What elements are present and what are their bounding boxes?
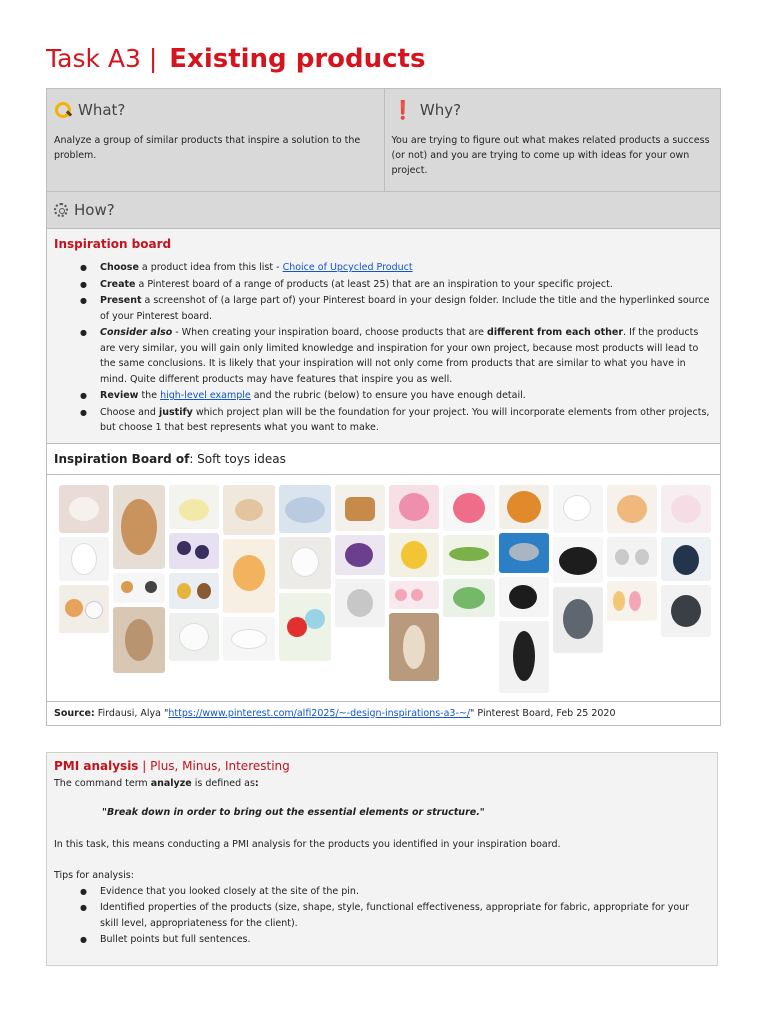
pmi-title: PMI analysis <box>54 759 139 773</box>
pin-thumb <box>499 621 549 693</box>
source-label: Source: <box>54 707 95 719</box>
pin-thumb <box>389 581 439 609</box>
gear-icon <box>54 203 68 217</box>
task-table <box>46 88 721 726</box>
pmi-subtitle: | Plus, Minus, Interesting <box>138 759 290 773</box>
what-cell <box>47 89 384 191</box>
pin-thumb <box>661 585 711 637</box>
pin-thumb <box>443 485 495 531</box>
upcycled-product-link[interactable]: Choice of Upcycled Product <box>282 262 413 273</box>
pin-thumb <box>607 537 657 577</box>
pinterest-board-image <box>47 475 720 701</box>
pin-thumb <box>335 579 385 627</box>
pin-thumb <box>443 535 495 575</box>
pin-thumb <box>661 537 711 581</box>
pin-thumb <box>443 579 495 617</box>
list-item: ● Evidence that you looked closely at the site of the pin. <box>80 884 710 900</box>
pin-thumb <box>223 539 275 613</box>
exclamation-icon: ❗ <box>391 99 414 121</box>
inspiration-cell <box>47 229 720 443</box>
list-item: ● Present a screenshot of (a large part of) your Pinterest board in your design folder. Include the title and the hyperlinked source of your Pinterest board. <box>80 293 713 324</box>
source-row <box>47 702 720 725</box>
pmi-heading <box>54 759 710 775</box>
how-row <box>47 192 720 229</box>
pin-thumb <box>169 573 219 609</box>
pin-thumb <box>499 485 549 529</box>
board-title-value: : Soft toys ideas <box>189 451 286 466</box>
pin-thumb <box>169 485 219 529</box>
list-item: ● Bullet points but full sentences. <box>80 932 710 948</box>
pin-thumb <box>169 533 219 569</box>
pin-thumb <box>553 537 603 583</box>
list-item: ● Review the high-level example and the rubric (below) to ensure you have enough detail. <box>80 388 713 404</box>
board-image-row <box>47 475 720 702</box>
source-line: Source: Firdausi, Alya "https://www.pinterest.com/alfi2025/~-design-inspirations-a3-~/" Pinterest Board, Feb 25 2020 <box>54 707 616 719</box>
list-item: ● Create a Pinterest board of a range of products (at least 25) that are an inspiration to your specific project. <box>80 277 713 293</box>
pin-thumb <box>661 485 711 533</box>
pin-thumb <box>499 533 549 573</box>
pin-thumb <box>223 617 275 661</box>
pin-thumb <box>59 485 109 533</box>
why-cell <box>384 89 721 191</box>
inspiration-list <box>54 260 713 436</box>
pin-thumb <box>607 581 657 621</box>
task-title: Existing products <box>169 44 426 74</box>
pin-thumb <box>607 485 657 533</box>
pin-thumb <box>389 613 439 681</box>
pin-thumb <box>113 573 165 603</box>
board-title-label: Inspiration Board of <box>54 451 190 466</box>
what-text: Analyze a group of similar products that inspire a solution to the problem. <box>54 135 361 161</box>
pin-thumb <box>59 537 109 581</box>
what-heading <box>54 95 377 125</box>
pin-thumb <box>389 533 439 577</box>
pinterest-board-link[interactable]: https://www.pinterest.com/alfi2025/~-design-inspirations-a3-~/ <box>168 707 471 719</box>
task-label: Task A3 | <box>46 44 158 73</box>
pmi-section <box>46 752 718 966</box>
pin-thumb <box>553 587 603 653</box>
how-heading-label: How? <box>74 200 115 219</box>
tips-label: Tips for analysis: <box>54 870 134 881</box>
list-item: ● Identified properties of the products (size, shape, style, functional effectiveness, appropriate for fabric, appropriate for your skill level, appropriateness for the client). <box>80 900 710 931</box>
pin-thumb <box>169 613 219 661</box>
inspiration-row <box>47 229 720 444</box>
pin-thumb <box>279 593 331 661</box>
pin-thumb <box>279 537 331 589</box>
page-title <box>46 44 425 84</box>
pin-thumb <box>335 535 385 575</box>
list-item: ● Consider also - When creating your inspiration board, choose products that are different from each other. If the products are very similar, you will gain only limited knowledge and inspiration for your own project, because most products will lead to the same conclusions. It is likely that your inspiration will not only come from products that are similar to what you have in mind. Quite different products may have features that inspire you as well. <box>80 325 713 387</box>
what-why-row <box>47 89 720 192</box>
what-heading-label: What? <box>78 100 126 119</box>
board-title <box>47 444 720 474</box>
pin-thumb <box>279 485 331 533</box>
command-term-line: The command term analyze is defined as: <box>54 777 259 789</box>
pin-thumb <box>499 577 549 617</box>
pin-thumb <box>335 485 385 531</box>
magnifier-icon <box>54 101 72 119</box>
how-cell <box>47 192 720 228</box>
tips-list <box>54 884 710 948</box>
pin-thumb <box>113 607 165 673</box>
high-level-example-link[interactable]: high-level example <box>160 390 251 401</box>
list-item: ● Choose and justify which project plan will be the foundation for your project. You will incorporate elements from other projects, but choose 1 that best represents what you want to make. <box>80 405 713 436</box>
pin-thumb <box>389 485 439 529</box>
definition-quote: "Break down in order to bring out the essential elements or structure." <box>102 807 485 818</box>
task-explanation: In this task, this means conducting a PMI analysis for the products you identified in your inspiration board. <box>54 838 561 850</box>
pin-thumb <box>113 485 165 569</box>
board-title-row <box>47 444 720 475</box>
pin-thumb <box>59 585 109 633</box>
inspiration-title: Inspiration board <box>54 237 172 251</box>
pin-thumb <box>553 485 603 533</box>
why-text: You are trying to figure out what makes related products a success (or not) and you are trying to come up with ideas for your own project. <box>391 135 710 176</box>
list-item: ● Choose a product idea from this list - Choice of Upcycled Product <box>80 260 713 276</box>
why-heading <box>392 95 714 125</box>
how-heading <box>54 198 713 222</box>
why-heading-label: Why? <box>419 100 462 119</box>
pin-thumb <box>223 485 275 535</box>
